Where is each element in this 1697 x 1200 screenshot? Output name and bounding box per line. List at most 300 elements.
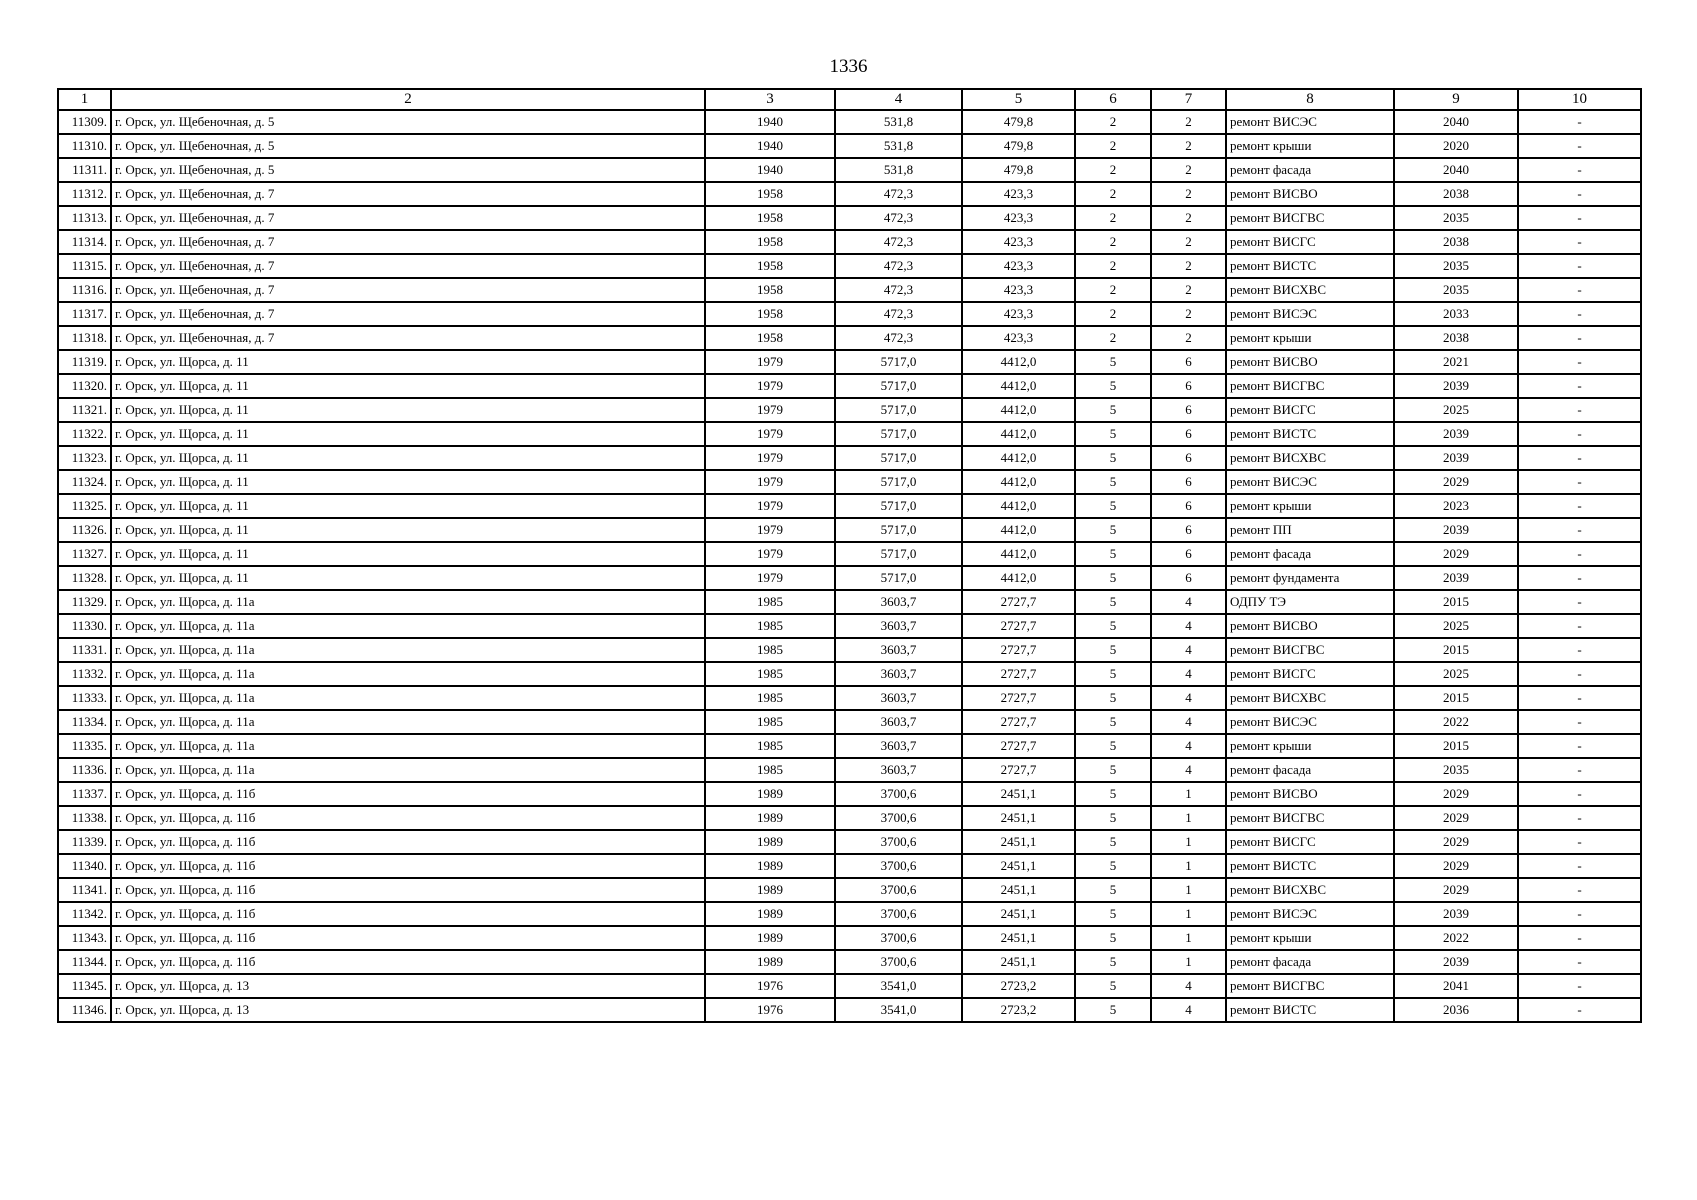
column-header-3: 3 (705, 89, 835, 110)
cell-total-area: 3700,6 (835, 878, 962, 902)
cell-address: г. Орск, ул. Щорса, д. 11б (111, 878, 705, 902)
cell-year-built: 1989 (705, 926, 835, 950)
cell-work-type: ремонт ВИСВО (1226, 614, 1394, 638)
cell-living-area: 2451,1 (962, 854, 1075, 878)
cell-note: - (1518, 326, 1641, 350)
cell-row-number: 11321. (58, 398, 111, 422)
cell-living-area: 479,8 (962, 110, 1075, 134)
cell-year-built: 1985 (705, 734, 835, 758)
cell-floors: 2 (1075, 134, 1151, 158)
cell-planned-year: 2029 (1394, 470, 1518, 494)
cell-floors: 5 (1075, 974, 1151, 998)
cell-entrances: 6 (1151, 518, 1226, 542)
cell-note: - (1518, 590, 1641, 614)
cell-planned-year: 2029 (1394, 854, 1518, 878)
table-row (58, 734, 1641, 758)
cell-floors: 5 (1075, 518, 1151, 542)
column-header-5: 5 (962, 89, 1075, 110)
cell-row-number: 11329. (58, 590, 111, 614)
cell-note: - (1518, 278, 1641, 302)
table-row (58, 830, 1641, 854)
cell-planned-year: 2033 (1394, 302, 1518, 326)
cell-note: - (1518, 998, 1641, 1022)
table-row (58, 926, 1641, 950)
cell-planned-year: 2022 (1394, 926, 1518, 950)
cell-work-type: ремонт ВИСТС (1226, 998, 1394, 1022)
cell-living-area: 4412,0 (962, 446, 1075, 470)
cell-total-area: 472,3 (835, 254, 962, 278)
cell-living-area: 2451,1 (962, 806, 1075, 830)
cell-entrances: 4 (1151, 590, 1226, 614)
cell-year-built: 1989 (705, 902, 835, 926)
column-header-7: 7 (1151, 89, 1226, 110)
cell-work-type: ремонт фундамента (1226, 566, 1394, 590)
cell-total-area: 5717,0 (835, 446, 962, 470)
cell-note: - (1518, 158, 1641, 182)
cell-work-type: ремонт ВИСЭС (1226, 470, 1394, 494)
cell-total-area: 472,3 (835, 326, 962, 350)
cell-living-area: 2451,1 (962, 830, 1075, 854)
cell-note: - (1518, 206, 1641, 230)
table-row (58, 758, 1641, 782)
cell-note: - (1518, 110, 1641, 134)
cell-total-area: 3603,7 (835, 734, 962, 758)
cell-work-type: ремонт ВИСГВС (1226, 206, 1394, 230)
cell-total-area: 5717,0 (835, 542, 962, 566)
cell-entrances: 4 (1151, 710, 1226, 734)
cell-entrances: 6 (1151, 350, 1226, 374)
column-header-6: 6 (1075, 89, 1151, 110)
cell-total-area: 3700,6 (835, 902, 962, 926)
cell-entrances: 2 (1151, 182, 1226, 206)
cell-living-area: 2727,7 (962, 734, 1075, 758)
cell-entrances: 6 (1151, 494, 1226, 518)
cell-work-type: ремонт ВИСГС (1226, 230, 1394, 254)
cell-address: г. Орск, ул. Щорса, д. 11б (111, 830, 705, 854)
cell-row-number: 11328. (58, 566, 111, 590)
cell-total-area: 531,8 (835, 158, 962, 182)
cell-row-number: 11311. (58, 158, 111, 182)
table-row (58, 950, 1641, 974)
cell-living-area: 423,3 (962, 254, 1075, 278)
cell-row-number: 11334. (58, 710, 111, 734)
cell-year-built: 1979 (705, 470, 835, 494)
cell-entrances: 2 (1151, 158, 1226, 182)
cell-floors: 5 (1075, 734, 1151, 758)
column-header-9: 9 (1394, 89, 1518, 110)
cell-row-number: 11316. (58, 278, 111, 302)
table-row (58, 326, 1641, 350)
cell-note: - (1518, 470, 1641, 494)
cell-note: - (1518, 398, 1641, 422)
cell-work-type: ремонт ВИСЭС (1226, 710, 1394, 734)
cell-note: - (1518, 662, 1641, 686)
cell-work-type: ремонт крыши (1226, 494, 1394, 518)
cell-address: г. Орск, ул. Щорса, д. 11а (111, 734, 705, 758)
cell-planned-year: 2025 (1394, 398, 1518, 422)
cell-row-number: 11313. (58, 206, 111, 230)
cell-floors: 2 (1075, 302, 1151, 326)
cell-year-built: 1985 (705, 638, 835, 662)
cell-floors: 2 (1075, 278, 1151, 302)
column-header-10: 10 (1518, 89, 1641, 110)
cell-address: г. Орск, ул. Щебеночная, д. 7 (111, 302, 705, 326)
cell-note: - (1518, 854, 1641, 878)
cell-row-number: 11319. (58, 350, 111, 374)
cell-living-area: 2727,7 (962, 710, 1075, 734)
table-row (58, 110, 1641, 134)
cell-address: г. Орск, ул. Щорса, д. 11б (111, 902, 705, 926)
table-row (58, 206, 1641, 230)
cell-work-type: ремонт ВИСГВС (1226, 806, 1394, 830)
cell-row-number: 11326. (58, 518, 111, 542)
cell-living-area: 2451,1 (962, 926, 1075, 950)
cell-entrances: 4 (1151, 662, 1226, 686)
cell-total-area: 5717,0 (835, 566, 962, 590)
cell-planned-year: 2029 (1394, 782, 1518, 806)
cell-row-number: 11309. (58, 110, 111, 134)
cell-living-area: 423,3 (962, 182, 1075, 206)
table-row (58, 542, 1641, 566)
cell-planned-year: 2039 (1394, 374, 1518, 398)
cell-floors: 5 (1075, 782, 1151, 806)
cell-address: г. Орск, ул. Щорса, д. 11 (111, 542, 705, 566)
cell-row-number: 11342. (58, 902, 111, 926)
cell-entrances: 2 (1151, 326, 1226, 350)
table-row (58, 710, 1641, 734)
cell-floors: 5 (1075, 806, 1151, 830)
cell-entrances: 4 (1151, 614, 1226, 638)
cell-note: - (1518, 806, 1641, 830)
cell-floors: 5 (1075, 350, 1151, 374)
cell-floors: 5 (1075, 662, 1151, 686)
cell-year-built: 1958 (705, 182, 835, 206)
cell-total-area: 3541,0 (835, 998, 962, 1022)
cell-planned-year: 2035 (1394, 758, 1518, 782)
cell-row-number: 11341. (58, 878, 111, 902)
cell-address: г. Орск, ул. Щорса, д. 11а (111, 590, 705, 614)
cell-row-number: 11325. (58, 494, 111, 518)
cell-address: г. Орск, ул. Щорса, д. 11 (111, 398, 705, 422)
cell-entrances: 1 (1151, 854, 1226, 878)
cell-entrances: 6 (1151, 398, 1226, 422)
cell-address: г. Орск, ул. Щебеночная, д. 7 (111, 230, 705, 254)
cell-year-built: 1940 (705, 134, 835, 158)
cell-floors: 2 (1075, 158, 1151, 182)
cell-address: г. Орск, ул. Щорса, д. 11 (111, 470, 705, 494)
cell-year-built: 1979 (705, 422, 835, 446)
cell-living-area: 4412,0 (962, 398, 1075, 422)
cell-year-built: 1985 (705, 686, 835, 710)
cell-total-area: 531,8 (835, 110, 962, 134)
cell-note: - (1518, 638, 1641, 662)
cell-entrances: 4 (1151, 638, 1226, 662)
cell-entrances: 4 (1151, 734, 1226, 758)
cell-note: - (1518, 830, 1641, 854)
cell-work-type: ремонт ВИСХВС (1226, 686, 1394, 710)
cell-entrances: 6 (1151, 374, 1226, 398)
cell-work-type: ремонт фасада (1226, 758, 1394, 782)
cell-floors: 5 (1075, 638, 1151, 662)
cell-row-number: 11331. (58, 638, 111, 662)
cell-planned-year: 2020 (1394, 134, 1518, 158)
table-row (58, 422, 1641, 446)
cell-planned-year: 2025 (1394, 614, 1518, 638)
cell-year-built: 1989 (705, 950, 835, 974)
cell-address: г. Орск, ул. Щебеночная, д. 5 (111, 158, 705, 182)
cell-year-built: 1958 (705, 278, 835, 302)
cell-note: - (1518, 614, 1641, 638)
cell-address: г. Орск, ул. Щорса, д. 11 (111, 422, 705, 446)
cell-planned-year: 2029 (1394, 806, 1518, 830)
cell-note: - (1518, 710, 1641, 734)
cell-floors: 5 (1075, 566, 1151, 590)
cell-work-type: ремонт ВИСХВС (1226, 446, 1394, 470)
cell-work-type: ремонт крыши (1226, 326, 1394, 350)
cell-note: - (1518, 182, 1641, 206)
table-row (58, 470, 1641, 494)
cell-living-area: 4412,0 (962, 374, 1075, 398)
table-header-row (58, 89, 1641, 110)
cell-row-number: 11315. (58, 254, 111, 278)
cell-note: - (1518, 254, 1641, 278)
cell-note: - (1518, 422, 1641, 446)
cell-address: г. Орск, ул. Щорса, д. 11 (111, 374, 705, 398)
cell-row-number: 11327. (58, 542, 111, 566)
cell-row-number: 11345. (58, 974, 111, 998)
cell-year-built: 1979 (705, 518, 835, 542)
cell-total-area: 3603,7 (835, 758, 962, 782)
cell-entrances: 6 (1151, 470, 1226, 494)
cell-planned-year: 2029 (1394, 830, 1518, 854)
cell-entrances: 2 (1151, 134, 1226, 158)
cell-year-built: 1958 (705, 254, 835, 278)
cell-living-area: 479,8 (962, 134, 1075, 158)
cell-planned-year: 2039 (1394, 518, 1518, 542)
cell-row-number: 11340. (58, 854, 111, 878)
cell-planned-year: 2015 (1394, 686, 1518, 710)
column-header-1: 1 (58, 89, 111, 110)
table-row (58, 278, 1641, 302)
cell-year-built: 1940 (705, 110, 835, 134)
cell-note: - (1518, 134, 1641, 158)
cell-planned-year: 2035 (1394, 278, 1518, 302)
table-row (58, 902, 1641, 926)
cell-address: г. Орск, ул. Щорса, д. 11б (111, 782, 705, 806)
column-header-4: 4 (835, 89, 962, 110)
cell-address: г. Орск, ул. Щорса, д. 11 (111, 350, 705, 374)
cell-work-type: ремонт ВИСВО (1226, 350, 1394, 374)
cell-planned-year: 2022 (1394, 710, 1518, 734)
cell-entrances: 2 (1151, 254, 1226, 278)
cell-row-number: 11312. (58, 182, 111, 206)
table-body (58, 110, 1641, 1022)
table-row (58, 134, 1641, 158)
cell-work-type: ремонт крыши (1226, 926, 1394, 950)
cell-row-number: 11346. (58, 998, 111, 1022)
cell-note: - (1518, 686, 1641, 710)
cell-entrances: 2 (1151, 230, 1226, 254)
cell-living-area: 4412,0 (962, 350, 1075, 374)
cell-total-area: 472,3 (835, 278, 962, 302)
cell-work-type: ремонт ВИСЭС (1226, 302, 1394, 326)
cell-year-built: 1979 (705, 350, 835, 374)
cell-work-type: ОДПУ ТЭ (1226, 590, 1394, 614)
cell-year-built: 1989 (705, 854, 835, 878)
cell-total-area: 5717,0 (835, 518, 962, 542)
cell-living-area: 4412,0 (962, 470, 1075, 494)
table-row (58, 566, 1641, 590)
cell-floors: 2 (1075, 206, 1151, 230)
cell-total-area: 5717,0 (835, 470, 962, 494)
cell-planned-year: 2029 (1394, 542, 1518, 566)
cell-year-built: 1979 (705, 566, 835, 590)
cell-entrances: 2 (1151, 278, 1226, 302)
cell-entrances: 1 (1151, 878, 1226, 902)
cell-row-number: 11332. (58, 662, 111, 686)
cell-floors: 2 (1075, 230, 1151, 254)
cell-work-type: ремонт крыши (1226, 134, 1394, 158)
cell-floors: 5 (1075, 926, 1151, 950)
cell-row-number: 11324. (58, 470, 111, 494)
cell-note: - (1518, 782, 1641, 806)
cell-planned-year: 2039 (1394, 566, 1518, 590)
cell-year-built: 1979 (705, 542, 835, 566)
table-row (58, 806, 1641, 830)
page-number: 1336 (829, 56, 868, 77)
cell-total-area: 472,3 (835, 206, 962, 230)
table-row (58, 518, 1641, 542)
cell-planned-year: 2015 (1394, 734, 1518, 758)
cell-work-type: ремонт ВИСГВС (1226, 974, 1394, 998)
cell-year-built: 1940 (705, 158, 835, 182)
cell-living-area: 4412,0 (962, 494, 1075, 518)
cell-living-area: 4412,0 (962, 518, 1075, 542)
cell-work-type: ремонт ВИСГС (1226, 830, 1394, 854)
cell-address: г. Орск, ул. Щорса, д. 13 (111, 998, 705, 1022)
cell-living-area: 2451,1 (962, 782, 1075, 806)
cell-entrances: 1 (1151, 806, 1226, 830)
cell-address: г. Орск, ул. Щорса, д. 11б (111, 854, 705, 878)
cell-planned-year: 2038 (1394, 326, 1518, 350)
cell-total-area: 5717,0 (835, 374, 962, 398)
cell-row-number: 11323. (58, 446, 111, 470)
cell-year-built: 1989 (705, 782, 835, 806)
cell-total-area: 3603,7 (835, 686, 962, 710)
table-row (58, 782, 1641, 806)
cell-entrances: 6 (1151, 422, 1226, 446)
cell-planned-year: 2021 (1394, 350, 1518, 374)
cell-note: - (1518, 974, 1641, 998)
cell-entrances: 1 (1151, 830, 1226, 854)
cell-entrances: 2 (1151, 302, 1226, 326)
cell-floors: 5 (1075, 374, 1151, 398)
cell-row-number: 11335. (58, 734, 111, 758)
table-row (58, 638, 1641, 662)
cell-row-number: 11338. (58, 806, 111, 830)
cell-address: г. Орск, ул. Щорса, д. 11 (111, 446, 705, 470)
table-row (58, 494, 1641, 518)
cell-work-type: ремонт ВИСТС (1226, 422, 1394, 446)
cell-living-area: 423,3 (962, 302, 1075, 326)
cell-living-area: 423,3 (962, 326, 1075, 350)
cell-work-type: ремонт ВИСТС (1226, 254, 1394, 278)
cell-planned-year: 2036 (1394, 998, 1518, 1022)
cell-address: г. Орск, ул. Щорса, д. 11а (111, 614, 705, 638)
cell-note: - (1518, 518, 1641, 542)
cell-row-number: 11333. (58, 686, 111, 710)
cell-year-built: 1958 (705, 302, 835, 326)
cell-note: - (1518, 926, 1641, 950)
cell-address: г. Орск, ул. Щорса, д. 11б (111, 950, 705, 974)
table-row (58, 614, 1641, 638)
cell-living-area: 2727,7 (962, 758, 1075, 782)
cell-work-type: ремонт ВИСГС (1226, 662, 1394, 686)
cell-planned-year: 2038 (1394, 182, 1518, 206)
cell-total-area: 5717,0 (835, 350, 962, 374)
cell-work-type: ремонт ВИСВО (1226, 782, 1394, 806)
table-row (58, 446, 1641, 470)
cell-row-number: 11344. (58, 950, 111, 974)
cell-planned-year: 2040 (1394, 158, 1518, 182)
table-row (58, 590, 1641, 614)
cell-address: г. Орск, ул. Щорса, д. 11 (111, 494, 705, 518)
cell-row-number: 11318. (58, 326, 111, 350)
cell-work-type: ремонт крыши (1226, 734, 1394, 758)
cell-work-type: ремонт ПП (1226, 518, 1394, 542)
cell-floors: 5 (1075, 710, 1151, 734)
cell-entrances: 1 (1151, 782, 1226, 806)
cell-living-area: 2727,7 (962, 614, 1075, 638)
cell-planned-year: 2035 (1394, 254, 1518, 278)
cell-planned-year: 2039 (1394, 902, 1518, 926)
cell-floors: 5 (1075, 614, 1151, 638)
cell-note: - (1518, 734, 1641, 758)
cell-living-area: 4412,0 (962, 542, 1075, 566)
table-row (58, 662, 1641, 686)
cell-address: г. Орск, ул. Щорса, д. 11а (111, 638, 705, 662)
cell-total-area: 5717,0 (835, 422, 962, 446)
cell-note: - (1518, 494, 1641, 518)
cell-work-type: ремонт ВИСЭС (1226, 110, 1394, 134)
cell-entrances: 1 (1151, 902, 1226, 926)
table-row (58, 230, 1641, 254)
cell-year-built: 1985 (705, 614, 835, 638)
cell-row-number: 11330. (58, 614, 111, 638)
cell-floors: 5 (1075, 590, 1151, 614)
cell-year-built: 1979 (705, 374, 835, 398)
cell-work-type: ремонт ВИСГС (1226, 398, 1394, 422)
cell-work-type: ремонт ВИСВО (1226, 182, 1394, 206)
cell-total-area: 3541,0 (835, 974, 962, 998)
cell-total-area: 3700,6 (835, 854, 962, 878)
table-row (58, 350, 1641, 374)
cell-year-built: 1958 (705, 206, 835, 230)
cell-total-area: 3700,6 (835, 830, 962, 854)
cell-entrances: 4 (1151, 998, 1226, 1022)
cell-address: г. Орск, ул. Щебеночная, д. 7 (111, 182, 705, 206)
registry-table (57, 88, 1642, 1023)
cell-entrances: 4 (1151, 758, 1226, 782)
cell-floors: 5 (1075, 542, 1151, 566)
cell-entrances: 4 (1151, 686, 1226, 710)
cell-floors: 5 (1075, 446, 1151, 470)
cell-year-built: 1958 (705, 230, 835, 254)
cell-address: г. Орск, ул. Щебеночная, д. 7 (111, 278, 705, 302)
cell-row-number: 11310. (58, 134, 111, 158)
cell-address: г. Орск, ул. Щорса, д. 11 (111, 566, 705, 590)
cell-year-built: 1989 (705, 806, 835, 830)
